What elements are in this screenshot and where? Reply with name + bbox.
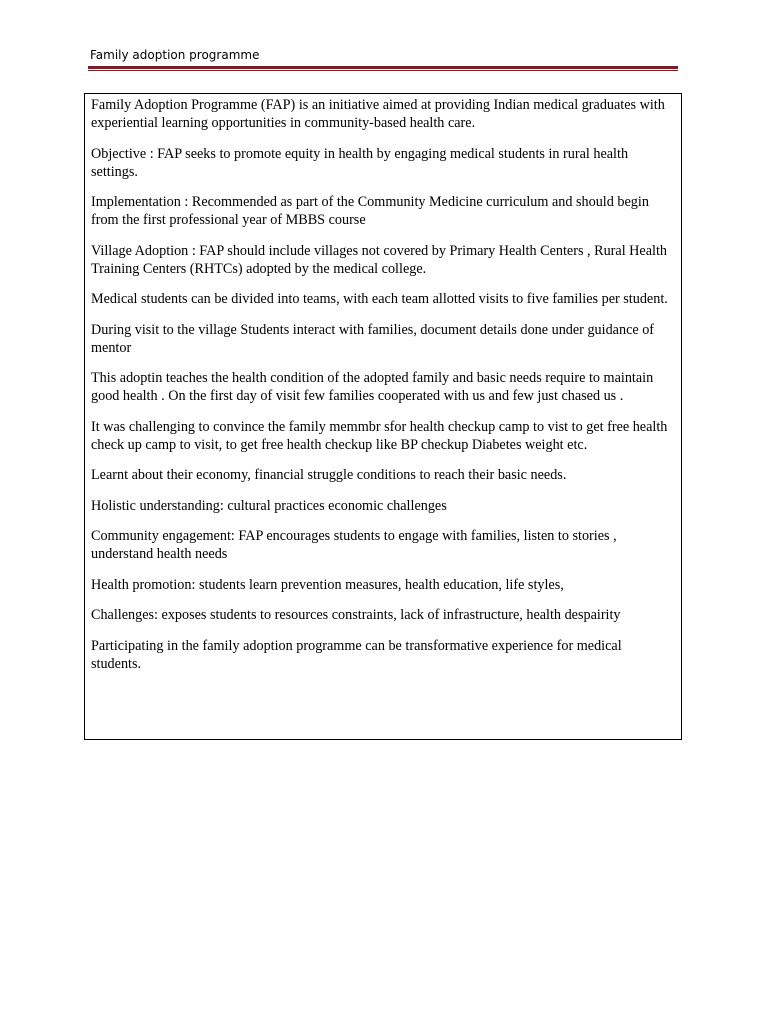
paragraph-implementation: Implementation : Recommended as part of the Community Medicine curriculum and should begin from the first professional year of MBBS course — [91, 194, 649, 228]
paragraph-community-engagement: Community engagement: FAP encourages students to engage with families, listen to stories , understand health needs — [91, 528, 617, 562]
page-header-title: Family adoption programme — [90, 48, 260, 62]
paragraph-introduction: Family Adoption Programme (FAP) is an initiative aimed at providing Indian medical graduates with experiential learning opportunities in community-based health care. — [91, 97, 665, 131]
paragraph-challenging: It was challenging to convince the family memmbr sfor health checkup camp to vist to get free health check up camp to visit, to get free health checkup like BP checkup Diabetes weight etc. — [91, 418, 668, 453]
paragraph-teams: Medical students can be divided into teams, with each team allotted visits to five families per student. — [91, 291, 668, 307]
paragraph-economy: Learnt about their economy, financial struggle conditions to reach their basic needs. — [91, 467, 567, 483]
header-divider-thin-line — [88, 70, 678, 71]
paragraph-conclusion: Participating in the family adoption programme can be transformative experience for medical students. — [91, 637, 622, 672]
paragraph-holistic-understanding: Holistic understanding: cultural practices economic challenges — [91, 497, 447, 514]
paragraph-health-condition: This adoptin teaches the health condition of the adopted family and basic needs require to maintain good health . On the first day of visit few families cooperated with us and few just chased us . — [91, 370, 654, 404]
paragraph-village-visit: During visit to the village Students interact with families, document details done under guidance of mentor — [91, 321, 655, 356]
header-divider-thick-line — [88, 66, 678, 69]
header-divider — [88, 66, 678, 71]
paragraph-objective: Objective : FAP seeks to promote equity in health by engaging medical students in rural health settings. — [91, 145, 629, 180]
paragraph-village-adoption: Village Adoption : FAP should include villages not covered by Primary Health Centers , Rural Health Training Centers (RHTCs) adopted by the medical college. — [91, 242, 667, 277]
paragraph-health-promotion: Health promotion: students learn prevention measures, health education, life styles, — [91, 576, 564, 593]
paragraph-challenges: Challenges: exposes students to resources constraints, lack of infrastructure, health despairity — [91, 607, 621, 623]
content-text-box — [84, 93, 682, 740]
